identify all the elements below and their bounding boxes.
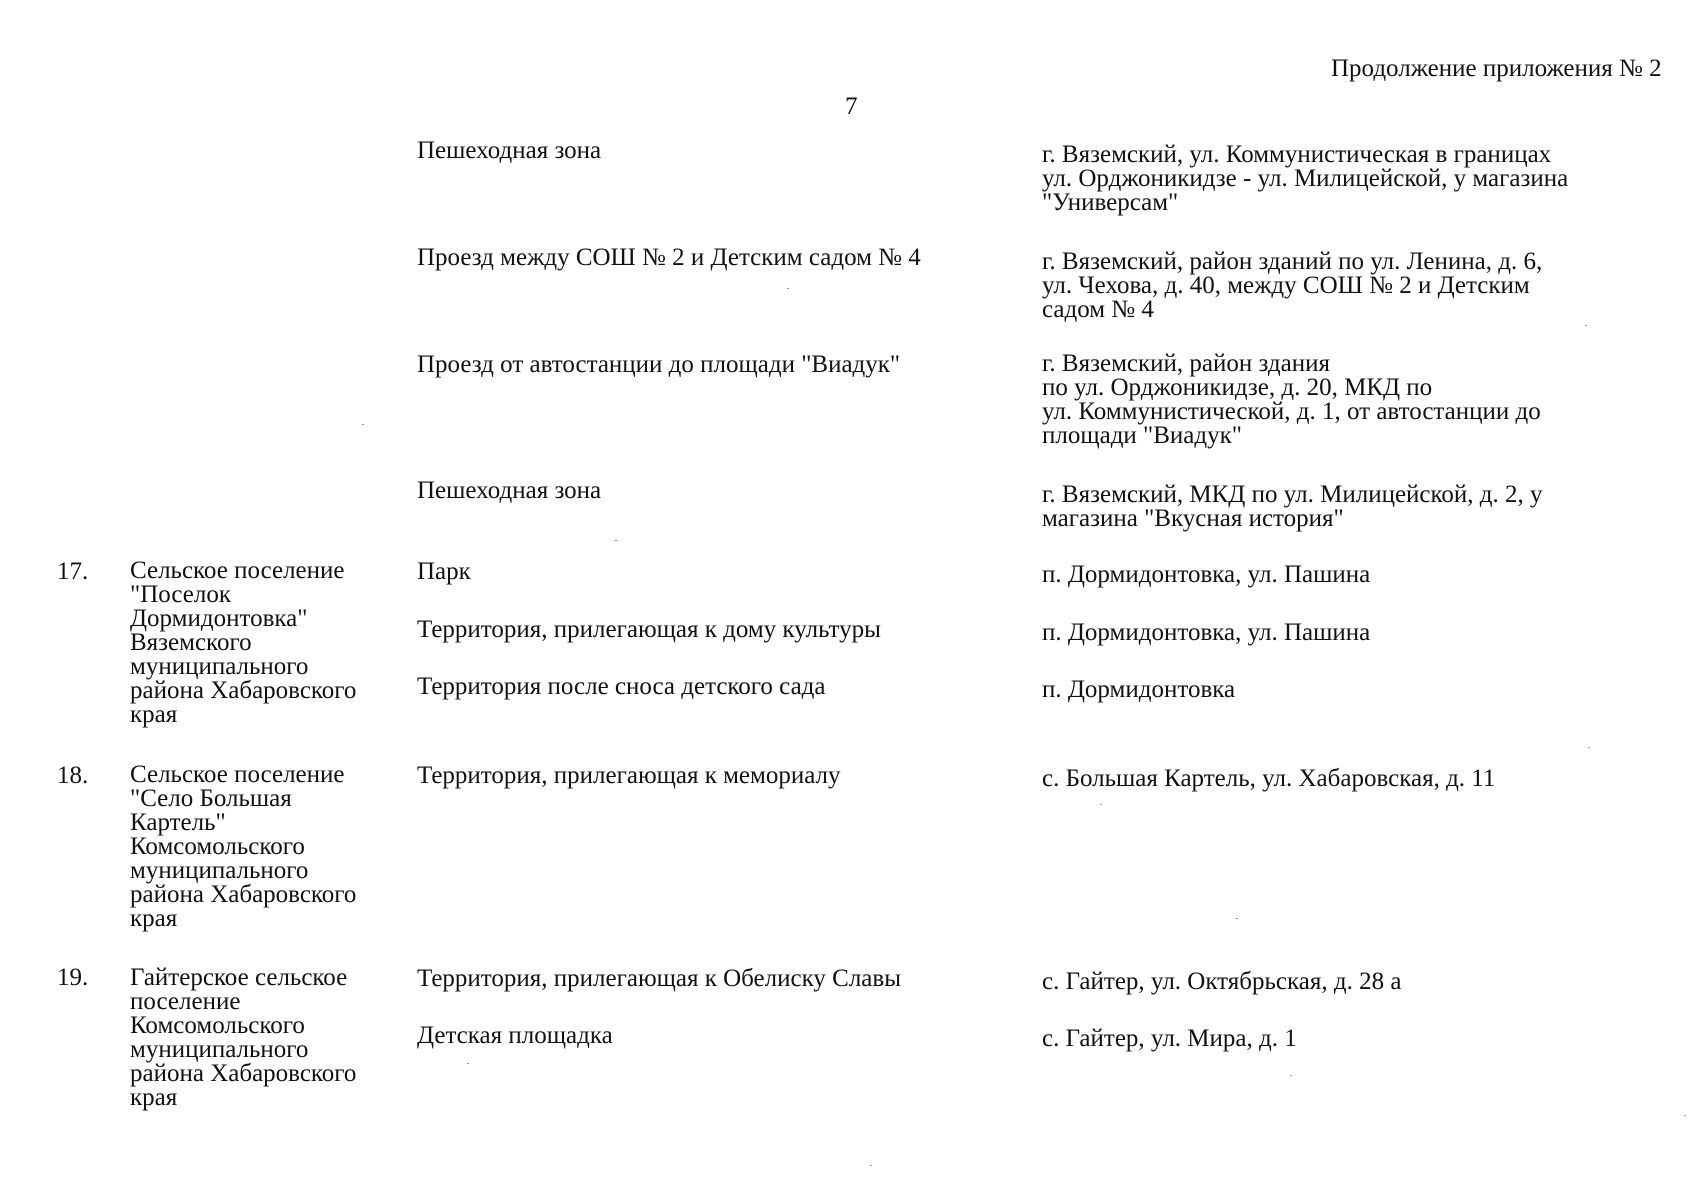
settlement-line: Комсомольского [130, 1012, 305, 1039]
settlement-line: района Хабаровского [130, 881, 357, 908]
settlement-line: муниципального [130, 857, 309, 884]
settlement-line: Картель" [130, 809, 226, 836]
scan-speck [1236, 918, 1238, 919]
object-address [1042, 143, 1568, 215]
scan-speck [1585, 325, 1587, 326]
page-number: 7 [845, 93, 858, 120]
address-line: г. Вяземский, район зданий по ул. Ленина, д. 6, [1042, 248, 1543, 275]
settlement-name [130, 966, 356, 1110]
scan-speck [1100, 804, 1102, 805]
object-address: с. Большая Картель, ул. Хабаровская, д. 11 [1042, 765, 1496, 792]
object-name: Детская площадка [417, 1022, 613, 1049]
object-address [1042, 483, 1543, 531]
scan-speck [615, 540, 617, 541]
address-line: по ул. Орджоникидзе, д. 20, МКД по [1042, 374, 1433, 401]
scan-speck [1290, 1075, 1292, 1076]
settlement-name [130, 559, 356, 727]
object-address: с. Гайтер, ул. Октябрьская, д. 28 а [1042, 968, 1402, 995]
object-address: п. Дормидонтовка [1042, 676, 1236, 703]
object-name: Территория после сноса детского сада [417, 673, 826, 700]
settlement-line: Комсомольского [130, 833, 305, 860]
address-line: г. Вяземский, ул. Коммунистическая в границах [1042, 141, 1552, 168]
settlement-line: района Хабаровского [130, 1060, 357, 1087]
settlement-line: муниципального [130, 653, 309, 680]
address-line: ул. Орджоникидзе - ул. Милицейской, у магазина [1042, 165, 1569, 192]
object-name: Проезд от автостанции до площади "Виадук" [417, 351, 901, 378]
object-name: Парк [417, 558, 471, 585]
address-line: ул. Коммунистической, д. 1, от автостанции до [1042, 398, 1541, 425]
settlement-line: Дормидонтовка" [130, 605, 308, 632]
settlement-line: Сельское поселение [130, 557, 345, 584]
settlement-line: края [130, 701, 178, 728]
scan-speck [787, 288, 789, 289]
settlement-line: поселение [130, 988, 241, 1015]
address-line: магазина "Вкусная история" [1042, 505, 1344, 532]
settlement-line: "Село Большая [130, 785, 292, 812]
settlement-line: Гайтерское сельское [130, 964, 348, 991]
object-name: Проезд между СОШ № 2 и Детским садом № 4 [417, 244, 921, 271]
scan-speck [1684, 1115, 1686, 1116]
scan-speck [467, 1063, 469, 1064]
object-address: с. Гайтер, ул. Мира, д. 1 [1042, 1025, 1297, 1052]
continuation-header: Продолжение приложения № 2 [1331, 55, 1662, 82]
settlement-line: Вяземского [130, 629, 252, 656]
settlement-line: края [130, 1084, 178, 1111]
address-line: г. Вяземский, район здания [1042, 350, 1331, 377]
object-address [1042, 352, 1541, 448]
scan-speck [362, 424, 364, 425]
object-address: п. Дормидонтовка, ул. Пашина [1042, 561, 1371, 588]
settlement-line: "Поселок [130, 581, 232, 608]
entry-number: 17. [57, 558, 89, 585]
scan-speck [870, 1165, 872, 1166]
address-line: площади "Виадук" [1042, 422, 1242, 449]
object-name: Территория, прилегающая к мемориалу [417, 762, 841, 789]
object-name: Пешеходная зона [417, 137, 602, 164]
settlement-line: муниципального [130, 1036, 309, 1063]
object-address [1042, 250, 1542, 322]
entry-number: 18. [57, 762, 89, 789]
object-name: Территория, прилегающая к Обелиску Славы [417, 965, 901, 992]
settlement-line: края [130, 905, 178, 932]
entry-number: 19. [57, 964, 89, 991]
object-name: Территория, прилегающая к дому культуры [417, 616, 881, 643]
settlement-name [130, 763, 356, 931]
address-line: ул. Чехова, д. 40, между СОШ № 2 и Детским [1042, 272, 1530, 299]
address-line: г. Вяземский, МКД по ул. Милицейской, д. 2, у [1042, 481, 1543, 508]
address-line: "Универсам" [1042, 189, 1179, 216]
settlement-line: Сельское поселение [130, 761, 345, 788]
object-address: п. Дормидонтовка, ул. Пашина [1042, 619, 1371, 646]
address-line: садом № 4 [1042, 296, 1154, 323]
scan-speck [1588, 747, 1590, 748]
object-name: Пешеходная зона [417, 477, 602, 504]
settlement-line: района Хабаровского [130, 677, 357, 704]
